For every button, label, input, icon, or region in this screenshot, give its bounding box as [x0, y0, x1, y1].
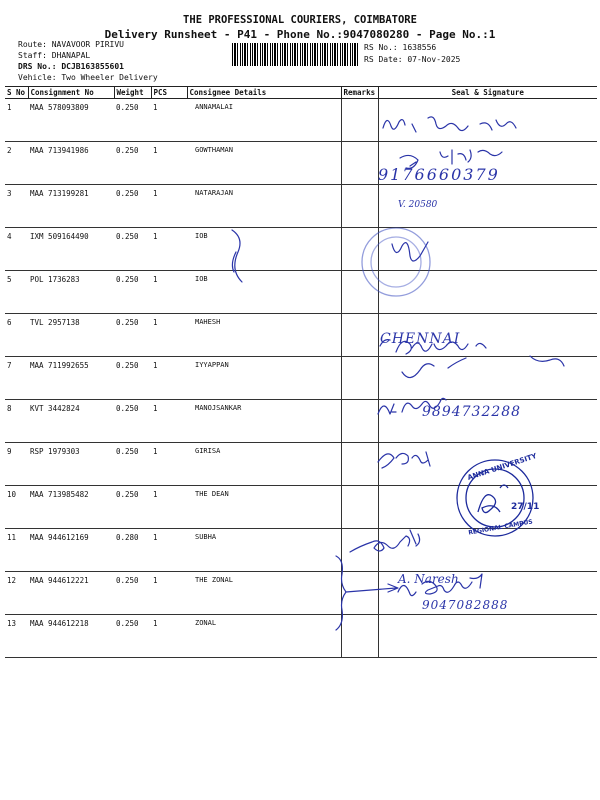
consignee-cell: THE DEAN — [187, 486, 341, 529]
consignee-cell: ZONAL — [187, 615, 341, 658]
weight-cell: 0.250 — [114, 314, 151, 357]
route-label: Route: NAVAVOOR PIRIVU — [18, 40, 124, 49]
handwritten-phone-row2: 9176660379 — [378, 165, 500, 184]
pcs-cell: 1 — [151, 99, 187, 142]
col-seal-signature: Seal & Signature — [378, 87, 597, 99]
consignment-cell: TVL 2957138 — [28, 314, 114, 357]
pcs-cell: 1 — [151, 142, 187, 185]
sno-cell: 9 — [5, 443, 28, 486]
consignee-cell: SUBHA — [187, 529, 341, 572]
consignment-cell: MAA 713985482 — [28, 486, 114, 529]
pcs-cell: 1 — [151, 357, 187, 400]
consignment-cell: POL 1736283 — [28, 271, 114, 314]
weight-cell: 0.250 — [114, 400, 151, 443]
col-consignee: Consignee Details — [187, 87, 341, 99]
weight-cell: 0.250 — [114, 228, 151, 271]
handwritten-phone-row8: 9894732288 — [422, 404, 522, 420]
signature-row9 — [378, 452, 430, 468]
pcs-cell: 1 — [151, 228, 187, 271]
sno-cell: 12 — [5, 572, 28, 615]
consignee-cell: ANNAMALAI — [187, 99, 341, 142]
weight-cell: 0.250 — [114, 443, 151, 486]
consignee-cell: GIRISA — [187, 443, 341, 486]
consignment-cell: MAA 711992655 — [28, 357, 114, 400]
sno-cell: 11 — [5, 529, 28, 572]
pcs-cell: 1 — [151, 443, 187, 486]
consignee-cell: IYYAPPAN — [187, 357, 341, 400]
weight-cell: 0.250 — [114, 185, 151, 228]
drs-number: DRS No.: DCJB163855601 — [18, 62, 124, 71]
staff-label: Staff: DHANAPAL — [18, 51, 91, 60]
col-remarks: Remarks — [341, 87, 378, 99]
sno-cell: 5 — [5, 271, 28, 314]
weight-cell: 0.250 — [114, 99, 151, 142]
sno-cell: 13 — [5, 615, 28, 658]
handwritten-note-row3: V. 20580 — [398, 200, 438, 210]
consignment-cell: RSP 1979303 — [28, 443, 114, 486]
consignee-cell: MANOJSANKAR — [187, 400, 341, 443]
consignment-cell: MAA 944612169 — [28, 529, 114, 572]
consignment-cell: MAA 944612218 — [28, 615, 114, 658]
weight-cell: 0.250 — [114, 357, 151, 400]
pcs-cell: 1 — [151, 615, 187, 658]
col-consignment: Consignment No — [28, 87, 114, 99]
consignee-cell: IOB — [187, 271, 341, 314]
rs-date: RS Date: 07-Nov-2025 — [364, 55, 461, 64]
pcs-cell: 1 — [151, 314, 187, 357]
signature-row4 — [232, 230, 242, 282]
sno-cell: 4 — [5, 228, 28, 271]
pcs-cell: 1 — [151, 271, 187, 314]
col-weight: Weight — [114, 87, 151, 99]
pcs-cell: 1 — [151, 486, 187, 529]
pcs-cell: 1 — [151, 400, 187, 443]
consignment-cell: MAA 578093809 — [28, 99, 114, 142]
signature-row1 — [383, 117, 516, 132]
sno-cell: 7 — [5, 357, 28, 400]
sno-cell: 1 — [5, 99, 28, 142]
sno-cell: 6 — [5, 314, 28, 357]
consignee-cell: NATARAJAN — [187, 185, 341, 228]
sno-cell: 8 — [5, 400, 28, 443]
rs-number: RS No.: 1638556 — [364, 43, 437, 52]
sno-cell: 2 — [5, 142, 28, 185]
handwritten-phone-row13: 9047082888 — [422, 598, 509, 612]
consignment-cell: MAA 944612221 — [28, 572, 114, 615]
signature-row5 — [392, 242, 428, 261]
sno-cell: 10 — [5, 486, 28, 529]
seal-top-text: ANNA UNIVERSITY — [466, 452, 538, 482]
consignee-cell: IOB — [187, 228, 341, 271]
faded-seal — [362, 228, 430, 296]
runsheet-subtitle: Delivery Runsheet - P41 - Phone No.:9047080280 - Page No.:1 — [104, 28, 496, 41]
col-pcs: PCS — [151, 87, 187, 99]
pcs-cell: 1 — [151, 572, 187, 615]
consignee-cell: GOWTHAMAN — [187, 142, 341, 185]
weight-cell: 0.250 — [114, 572, 151, 615]
weight-cell: 0.280 — [114, 529, 151, 572]
weight-cell: 0.250 — [114, 271, 151, 314]
consignment-cell: KVT 3442824 — [28, 400, 114, 443]
weight-cell: 0.250 — [114, 615, 151, 658]
consignment-cell: MAA 713941986 — [28, 142, 114, 185]
seal-date: 27/11 — [511, 502, 540, 512]
handwritten-sign-row12: A. Naresh — [398, 572, 459, 586]
pcs-cell: 1 — [151, 185, 187, 228]
col-sno: S No — [5, 87, 28, 99]
bracket-arrow — [336, 556, 398, 630]
seal-bottom-text: REGIONAL CAMPUS — [467, 518, 534, 537]
pcs-cell: 1 — [151, 529, 187, 572]
signature-row11 — [350, 530, 420, 552]
weight-cell: 0.250 — [114, 142, 151, 185]
weight-cell: 0.250 — [114, 486, 151, 529]
consignment-cell: MAA 713199281 — [28, 185, 114, 228]
vehicle-label: Vehicle: Two Wheeler Delivery — [18, 73, 158, 82]
university-seal — [362, 228, 533, 536]
consignee-cell: THE ZONAL — [187, 572, 341, 615]
handwritten-name-row7: CHENNAI — [380, 331, 461, 347]
consignee-cell: MAHESH — [187, 314, 341, 357]
consignment-cell: IXM 509164490 — [28, 228, 114, 271]
sno-cell: 3 — [5, 185, 28, 228]
company-title: THE PROFESSIONAL COURIERS, COIMBATORE — [183, 14, 417, 26]
